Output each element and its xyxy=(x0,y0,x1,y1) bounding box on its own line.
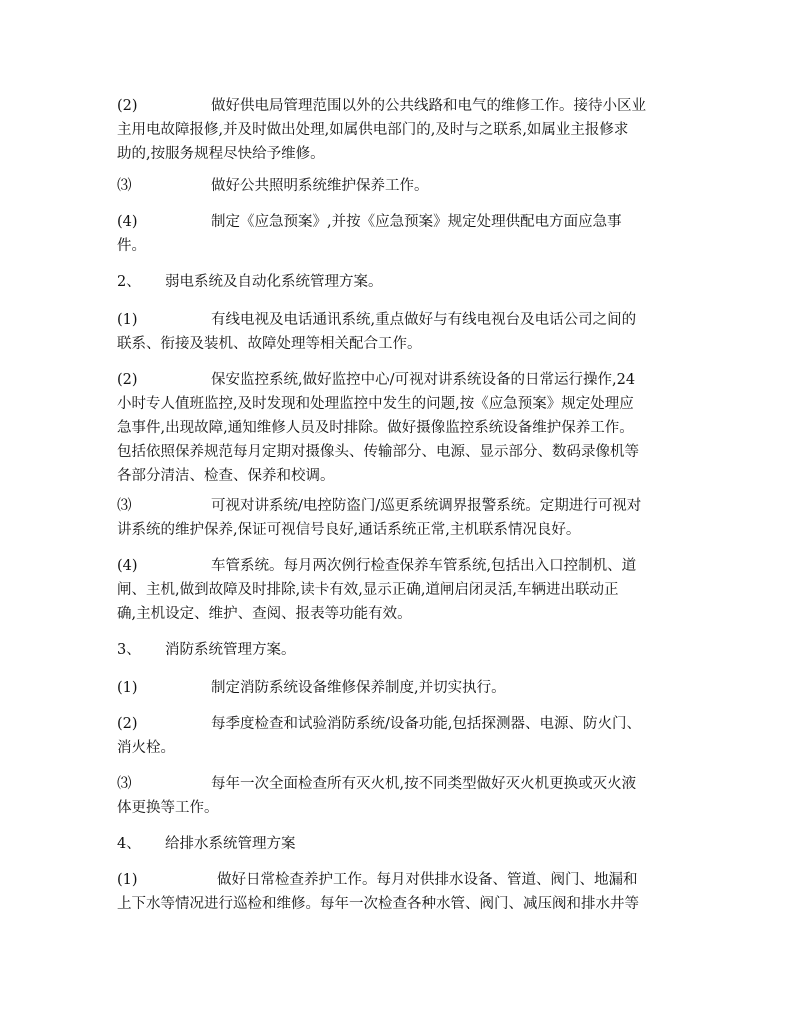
line-text: 制定消防系统设备维修保养制度,并切实执行。 xyxy=(211,680,506,696)
paragraph-line xyxy=(117,308,685,332)
item-number: (2) xyxy=(117,98,138,114)
paragraph-line xyxy=(117,712,685,736)
line-text: 包括依照保养规范每月定期对摄像头、传输部分、电源、显示部分、数码录像机等 xyxy=(117,444,639,460)
item-number: ⑶ xyxy=(117,498,132,514)
paragraph-line xyxy=(117,518,685,542)
paragraph-line xyxy=(117,142,685,166)
paragraph xyxy=(117,868,685,916)
paragraph xyxy=(117,270,685,294)
line-text: 每年一次全面检查所有灭火机,按不同类型做好灭火机更换或灭火液 xyxy=(211,776,637,792)
line-text: 各部分清洁、检查、保养和校调。 xyxy=(117,468,335,484)
paragraph-line xyxy=(117,270,685,294)
item-number: (2) xyxy=(117,716,138,732)
paragraph-line xyxy=(117,368,685,392)
item-number: ⑶ xyxy=(117,776,132,792)
line-text: 小时专人值班监控,及时发现和处理监控中发生的问题,按《应急预案》规定处理应 xyxy=(117,396,634,412)
item-number: (4) xyxy=(117,214,138,230)
paragraph-line xyxy=(117,736,685,760)
line-text: 体更换等工作。 xyxy=(117,800,219,816)
item-number: (1) xyxy=(117,312,138,328)
line-text: 车管系统。每月两次例行检查保养车管系统,包括出入口控制机、道 xyxy=(211,558,637,574)
paragraph-line xyxy=(117,554,685,578)
line-text: 主用电故障报修,并及时做出处理,如属供电部门的,及时与之联系,如属业主报修求 xyxy=(117,122,629,138)
paragraph-line xyxy=(117,638,685,662)
paragraph xyxy=(117,638,685,662)
paragraph-line xyxy=(117,392,685,416)
paragraph-line xyxy=(117,892,685,916)
paragraph-line xyxy=(117,676,685,700)
line-text: 做好公共照明系统维护保养工作。 xyxy=(211,178,429,194)
line-text: 联系、衔接及装机、故障处理等相关配合工作。 xyxy=(117,336,422,352)
paragraph xyxy=(117,94,685,166)
paragraph-line xyxy=(117,796,685,820)
paragraph xyxy=(117,308,685,356)
paragraph-line xyxy=(117,464,685,488)
item-number: 3、 xyxy=(117,642,141,658)
line-text: 急事件,出现故障,通知维修人员及时排除。做好摄像监控系统设备维护保养工作。 xyxy=(117,420,634,436)
paragraph-line xyxy=(117,868,685,892)
item-number: (1) xyxy=(117,872,138,888)
paragraph xyxy=(117,554,685,626)
paragraph xyxy=(117,832,685,856)
paragraph xyxy=(117,772,685,820)
line-text: 闸、主机,做到故障及时排除,读卡有效,显示正确,道闸启闭灵活,车辆进出联动正 xyxy=(117,582,619,598)
line-text: 有线电视及电话通讯系统,重点做好与有线电视台及电话公司之间的 xyxy=(211,312,637,328)
line-text: 件。 xyxy=(117,238,146,254)
line-text: 确,主机设定、维护、查阅、报表等功能有效。 xyxy=(117,606,412,622)
item-number: (4) xyxy=(117,558,138,574)
line-text: 消防系统管理方案。 xyxy=(165,642,296,658)
line-text: 助的,按服务规程尽快给予维修。 xyxy=(117,146,325,162)
paragraph xyxy=(117,494,685,542)
paragraph-line xyxy=(117,174,685,198)
line-text: 讲系统的维护保养,保证可视信号良好,通话系统正常,主机联系情况良好。 xyxy=(117,522,581,538)
paragraph-line xyxy=(117,832,685,856)
line-text: 保安监控系统,做好监控中心/可视对讲系统设备的日常运行操作,24 xyxy=(211,372,636,388)
item-number: 2、 xyxy=(117,274,141,290)
paragraph xyxy=(117,712,685,760)
line-text: 消火栓。 xyxy=(117,740,175,756)
paragraph-line xyxy=(117,494,685,518)
line-text: 可视对讲系统/电控防盗门/巡更系统调界报警系统。定期进行可视对 xyxy=(211,498,642,514)
line-text: 弱电系统及自动化系统管理方案。 xyxy=(165,274,383,290)
line-text: 给排水系统管理方案 xyxy=(165,836,296,852)
item-number: (1) xyxy=(117,680,138,696)
paragraph-line xyxy=(117,332,685,356)
line-text: 做好日常检查养护工作。每月对供排水设备、管道、阀门、地漏和 xyxy=(217,872,638,888)
paragraph-line xyxy=(117,578,685,602)
line-text: 上下水等情况进行巡检和维修。每年一次检查各种水管、阀门、减压阀和排水井等 xyxy=(117,896,639,912)
paragraph-line xyxy=(117,602,685,626)
line-text: 每季度检查和试验消防系统/设备功能,包括探测器、电源、防火门、 xyxy=(211,716,641,732)
paragraph-line xyxy=(117,416,685,440)
paragraph-line xyxy=(117,94,685,118)
item-number: ⑶ xyxy=(117,178,132,194)
item-number: 4、 xyxy=(117,836,141,852)
paragraph-line xyxy=(117,234,685,258)
paragraph-line xyxy=(117,210,685,234)
paragraph xyxy=(117,676,685,700)
paragraph xyxy=(117,174,685,198)
paragraph xyxy=(117,210,685,258)
paragraph-line xyxy=(117,440,685,464)
line-text: 制定《应急预案》,并按《应急预案》规定处理供配电方面应急事 xyxy=(211,214,622,230)
paragraph-line xyxy=(117,772,685,796)
item-number: (2) xyxy=(117,372,138,388)
paragraph xyxy=(117,368,685,488)
paragraph-line xyxy=(117,118,685,142)
line-text: 做好供电局管理范围以外的公共线路和电气的维修工作。接待小区业 xyxy=(211,98,646,114)
